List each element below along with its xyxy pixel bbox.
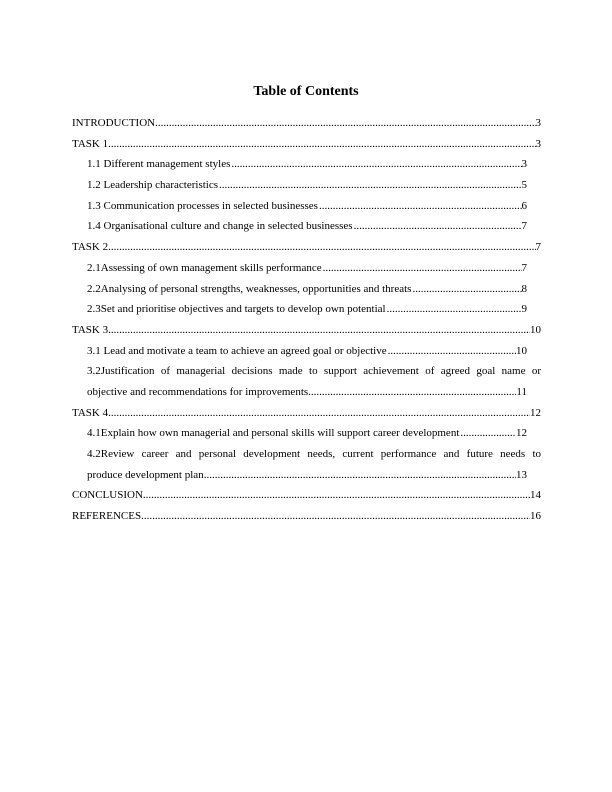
toc-entry-4-1[interactable]	[72, 423, 541, 444]
toc-entry-task-3[interactable]	[72, 320, 541, 341]
toc-entry-task-4[interactable]	[72, 403, 541, 424]
toc-entry-1-4[interactable]	[72, 216, 541, 237]
toc-entry-line-2	[87, 382, 541, 403]
toc-entry-page: 12	[530, 406, 541, 419]
toc-entry-label: 1.4 Organisational culture and change in selected businesses	[87, 220, 353, 233]
dot-leader	[108, 403, 530, 424]
toc-entry-label: TASK 2	[72, 241, 109, 254]
toc-entry-page: 10	[530, 323, 541, 336]
toc-entry-page: 7	[521, 261, 527, 274]
toc-entry-label: 1.1 Different management styles	[87, 158, 231, 171]
toc-entry-label: 3.1 Lead and motivate a team to achieve an agreed goal or objective	[87, 344, 387, 357]
toc-entry-label: TASK 4	[72, 406, 109, 419]
toc-entry-label: 2.3Set and prioritise objectives and targets to develop own potential	[87, 303, 386, 316]
toc-entry-page: 8	[521, 282, 527, 295]
dot-leader	[387, 299, 522, 320]
dot-leader	[354, 216, 522, 237]
toc-entry-label: 2.2Analysing of personal strengths, weaknesses, opportunities and threats	[87, 282, 412, 295]
toc-entry-4-2[interactable]	[72, 444, 541, 485]
toc-entry-page: 3	[521, 158, 527, 171]
toc-entry-page: 5	[521, 179, 527, 192]
dot-leader	[143, 485, 530, 506]
toc-entry-task-1[interactable]	[72, 134, 541, 155]
toc-entry-label: 1.3 Communication processes in selected businesses	[87, 199, 318, 212]
dot-leader	[388, 341, 516, 362]
table-of-contents	[72, 113, 541, 527]
toc-entry-page: 7	[535, 241, 541, 254]
toc-entry-page: 7	[521, 220, 527, 233]
toc-entry-label-line-2: produce development plan	[87, 468, 204, 481]
toc-entry-label: 1.2 Leadership characteristics	[87, 179, 219, 192]
toc-entry-page: 6	[521, 199, 527, 212]
dot-leader	[323, 258, 522, 279]
dot-leader	[108, 134, 535, 155]
toc-entry-page: 11	[516, 385, 527, 398]
dot-leader	[319, 196, 522, 217]
toc-entry-label-line-2: objective and recommendations for improvements	[87, 385, 309, 398]
toc-entry-page: 3	[535, 137, 541, 150]
toc-entry-page: 9	[521, 303, 527, 316]
toc-entry-page: 12	[516, 427, 527, 440]
page-title: Table of Contents	[253, 84, 359, 99]
toc-entry-label: TASK 3	[72, 323, 109, 336]
toc-entry-task-2[interactable]	[72, 237, 541, 258]
toc-entry-label-line-1: 4.2Review career and personal development needs, current performance and future needs to	[87, 448, 541, 460]
toc-entry-1-3[interactable]	[72, 196, 541, 217]
toc-entry-page: 16	[530, 510, 541, 523]
dot-leader	[204, 465, 516, 486]
toc-entry-page: 14	[530, 489, 541, 502]
toc-entry-label: TASK 1	[72, 137, 109, 150]
dot-leader	[231, 154, 521, 175]
toc-entry-references[interactable]	[72, 506, 541, 527]
toc-entry-2-3[interactable]	[72, 299, 541, 320]
toc-entry-line-2	[87, 465, 541, 486]
dot-leader	[141, 506, 530, 527]
toc-entry-label: INTRODUCTION	[72, 117, 156, 129]
dot-leader	[219, 175, 521, 196]
toc-entry-1-1[interactable]	[72, 154, 541, 175]
toc-entry-2-2[interactable]	[72, 279, 541, 300]
dot-leader	[108, 237, 535, 258]
toc-entry-1-2[interactable]	[72, 175, 541, 196]
toc-entry-label: 4.1Explain how own managerial and personal skills will support career development	[87, 427, 460, 440]
toc-entry-2-1[interactable]	[72, 258, 541, 279]
toc-entry-3-1[interactable]	[72, 341, 541, 362]
dot-leader	[108, 320, 530, 341]
toc-entry-label: REFERENCES	[72, 510, 142, 523]
dot-leader	[412, 279, 521, 300]
toc-entry-page: 10	[516, 344, 527, 357]
dot-leader	[155, 113, 535, 134]
toc-entry-introduction[interactable]	[72, 113, 541, 134]
toc-entry-label: 2.1Assessing of own management skills performance	[87, 261, 322, 274]
toc-entry-conclusion[interactable]	[72, 485, 541, 506]
toc-entry-label-line-1: 3.2Justification of managerial decisions made to support achievement of agreed goal name or	[87, 365, 541, 378]
dot-leader	[308, 382, 516, 403]
toc-entry-3-2[interactable]	[72, 361, 541, 402]
dot-leader	[460, 423, 516, 444]
toc-entry-page: 13	[516, 468, 527, 481]
toc-entry-label: CONCLUSION	[72, 489, 143, 502]
toc-entry-page: 3	[535, 117, 541, 129]
